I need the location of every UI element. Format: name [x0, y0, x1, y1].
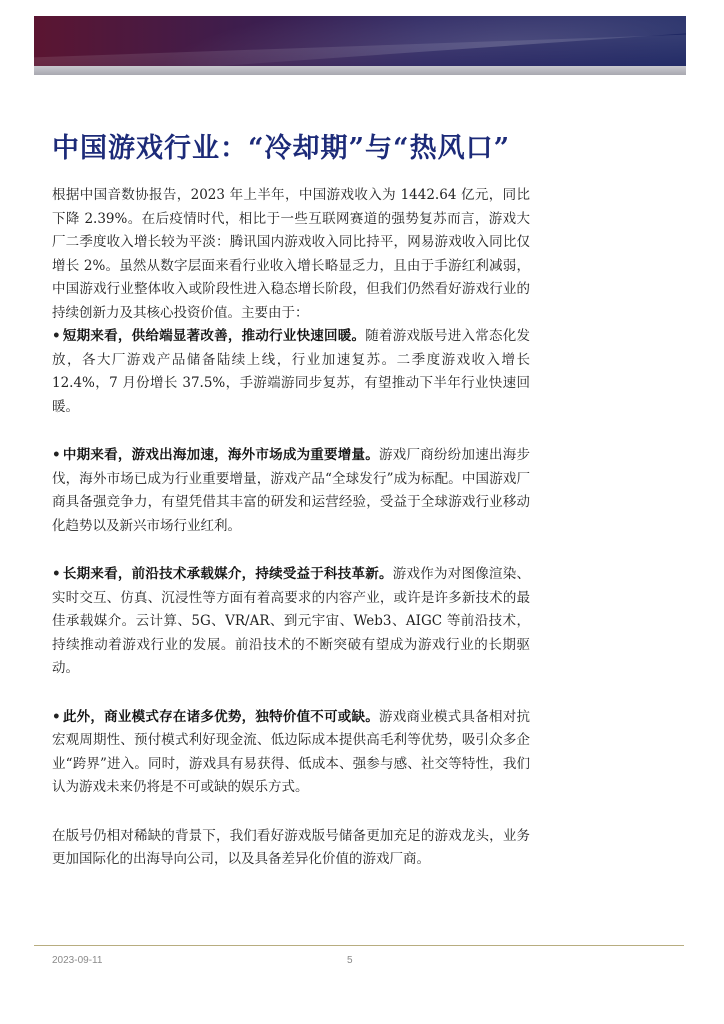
page-title: 中国游戏行业：“冷却期”与“热风口” — [52, 133, 511, 165]
footer-divider — [34, 945, 684, 946]
bullet-lead: 此外，商业模式存在诸多优势，独特价值不可或缺。 — [62, 708, 380, 725]
bullet-body: 游戏厂商纷纷加速出海步伐，海外市场已成为行业重要增量，游戏产品“全球发行”成为标配。中国游戏厂商具备强竞争力，有望凭借其丰富的研发和运营经验，受益于全球游戏行业移动化趋势以及新兴市场行业红利。 — [52, 447, 531, 534]
bullet-marker: • — [52, 708, 61, 725]
header-banner-strip — [34, 66, 686, 75]
bullet-body: 游戏作为对图像渲染、实时交互、仿真、沉浸性等方面有着高要求的内容产业，或许是许多新技术的最佳承载媒介。云计算、5G、VR/AR、到元宇宙、Web3、AIGC 等前沿技术，持续推动着游戏行业的发展。前沿技术的不断突破有望成为游戏行业的长期驱动。 — [52, 566, 531, 676]
bullet-lead: 中期来看，游戏出海加速，海外市场成为重要增量。 — [62, 447, 380, 463]
header-banner — [34, 16, 686, 66]
bullet-lead: 短期来看，供给端显著改善，推动行业快速回暖。 — [62, 328, 366, 344]
closing-paragraph: 在版号仍相对稀缺的背景下，我们看好游戏版号储备更加充足的游戏龙头，业务更加国际化的出海导向公司，以及具备差异化价值的游戏厂商。 — [52, 827, 530, 867]
bullet-marker: • — [52, 328, 61, 344]
bullet-marker: • — [52, 447, 61, 463]
bullet-short-term — [52, 325, 530, 419]
article-body — [52, 184, 530, 872]
page-number: 5 — [347, 955, 353, 966]
bullet-long-term — [52, 563, 530, 681]
bullet-mid-term — [52, 444, 530, 538]
bullet-body: 随着游戏版号进入常态化发放，各大厂游戏产品储备陆续上线，行业加速复苏。二季度游戏收入增长 12.4%，7 月份增长 37.5%，手游端游同步复苏，有望推动下半年行业快速回暖。 — [52, 328, 531, 415]
bullet-business-model — [52, 706, 530, 800]
footer-date: 2023-09-11 — [52, 955, 103, 966]
intro-paragraph: 根据中国音数协报告，2023 年上半年，中国游戏收入为 1442.64 亿元，同比下降 2.39%。在后疫情时代，相比于一些互联网赛道的强势复苏而言，游戏大厂二季度收入增长较为平淡：腾讯国内游戏收入同比持平，网易游戏收入同比仅增长 2%。虽然从数字层面来看行业收入增长略显乏力，且由于手游红利减弱，中国游戏行业整体收入或阶段性进入稳态增长阶段，但我们仍然看好游戏行业的持续创新力及其核心投资价值。主要由于： — [52, 187, 530, 321]
bullet-marker: • — [52, 566, 61, 582]
bullet-body: 游戏商业模式具备相对抗宏观周期性、预付模式利好现金流、低边际成本提供高毛利等优势，吸引众多企业“跨界”进入。同时，游戏具有易获得、低成本、强参与感、社交等特性，我们认为游戏未来仍将是不可或缺的娱乐方式。 — [52, 708, 531, 795]
bullet-lead: 长期来看，前沿技术承载媒介，持续受益于科技革新。 — [62, 566, 393, 582]
